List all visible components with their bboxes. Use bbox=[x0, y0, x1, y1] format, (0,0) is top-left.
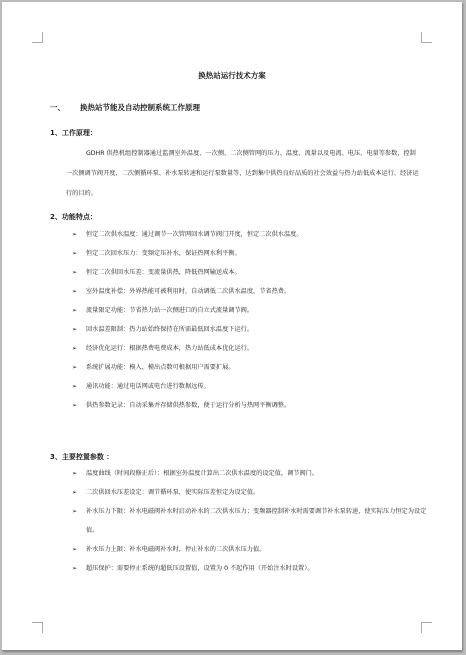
arrow-bullet-icon: ➢ bbox=[72, 250, 78, 257]
section-number: 一、 bbox=[50, 103, 65, 112]
principle-paragraph: GDHR 供热机组控制器通过监测室外温度、一次侧、二次侧管网的压力、温度、流量以及电流、电压、电量等参数，控制一次侧调节阀开度，二次侧循环泵、补水泵转速和运行泵数量等，达到集中供热良好品质的社会效益与热力站低成本运行、经济运行的目的。 bbox=[66, 150, 419, 197]
section-title: 换热站节能及自动控制系统工作原理 bbox=[80, 103, 200, 112]
list-item-text: 超压保护：需要停止系统的超低压设置值，设置为 0 不起作用（开始注水时设置）。 bbox=[86, 565, 314, 572]
features-heading: 2、功能特点： bbox=[50, 213, 97, 221]
section-heading bbox=[50, 102, 200, 113]
arrow-bullet-icon: ➢ bbox=[72, 489, 78, 496]
document-page bbox=[2, 2, 462, 651]
principle-heading: 1、工作原理： bbox=[50, 129, 97, 137]
arrow-bullet-icon: ➢ bbox=[72, 565, 78, 572]
list-item bbox=[72, 244, 427, 263]
list-item bbox=[72, 483, 427, 502]
list-item-text: 补水压力上限：补水电磁阀补水时，停止补水的二次供水压力值。 bbox=[86, 546, 266, 553]
list-item-text: 恒定二次供回水压差：变流量供热，降低热网输送成本。 bbox=[86, 269, 241, 276]
crop-mark-top-right bbox=[421, 32, 432, 43]
list-item bbox=[72, 282, 427, 301]
arrow-bullet-icon: ➢ bbox=[72, 269, 78, 276]
list-item bbox=[72, 225, 427, 244]
document-title: 换热站运行技术方案 bbox=[198, 71, 266, 80]
list-item-text: 流量限定功能：节省热力站一次侧进口的自立式流量调节阀。 bbox=[86, 307, 254, 314]
arrow-bullet-icon: ➢ bbox=[72, 383, 78, 390]
arrow-bullet-icon: ➢ bbox=[72, 364, 78, 371]
arrow-bullet-icon: ➢ bbox=[72, 288, 78, 295]
arrow-bullet-icon: ➢ bbox=[72, 546, 78, 553]
params-list bbox=[72, 464, 427, 578]
list-item-text: 回水温差限制：热力站始终保持在所需最低回水温度下运行。 bbox=[86, 326, 254, 333]
list-item bbox=[72, 263, 427, 282]
list-item-text: 系统扩展功能：模入、模出点数可根据用户需要扩展。 bbox=[86, 364, 235, 371]
list-item bbox=[72, 559, 427, 578]
list-item bbox=[72, 540, 427, 559]
crop-mark-bottom-right bbox=[421, 622, 432, 633]
list-item-text: 恒定二次供水温度：通过调节一次管网回水调节阀门开度，恒定二次供水温度。 bbox=[86, 231, 303, 238]
list-item-text: 二次供回水压差设定：调节循环泵，使实际压差恒定为设定值。 bbox=[86, 489, 260, 496]
arrow-bullet-icon: ➢ bbox=[72, 470, 78, 477]
list-item-text: 供热参数记录：自动采集并存储供热参数，便于运行分析与热网平衡调整。 bbox=[86, 402, 291, 409]
crop-mark-top-left bbox=[32, 32, 43, 43]
arrow-bullet-icon: ➢ bbox=[72, 402, 78, 409]
crop-mark-bottom-left bbox=[32, 622, 43, 633]
arrow-bullet-icon: ➢ bbox=[72, 345, 78, 352]
arrow-bullet-icon: ➢ bbox=[72, 326, 78, 333]
list-item-text: 室外温度补偿：外界热能可被利用时，自动调低二次供水温度，节省热费。 bbox=[86, 288, 291, 295]
list-item bbox=[72, 502, 427, 540]
arrow-bullet-icon: ➢ bbox=[72, 231, 78, 238]
params-heading: 3、主要控置参数 ： bbox=[50, 453, 114, 461]
list-item-text: 补水压力下限：补水电磁阀补水时启动补水的二次供水压力；变频器控制补水时需要调节补水泵转速，使实际压力恒定为设定值。 bbox=[86, 508, 427, 534]
list-item-text: 通讯功能：通过电话网或电台进行数据远传。 bbox=[86, 383, 210, 390]
list-item bbox=[72, 339, 427, 358]
list-item bbox=[72, 301, 427, 320]
list-item-text: 经济优化运行：根据热费电费成本，热力站低成本优化运行。 bbox=[86, 345, 254, 352]
arrow-bullet-icon: ➢ bbox=[72, 307, 78, 314]
list-item bbox=[72, 358, 427, 377]
list-item-text: 恒定二次回水压力：变频定压补水，保证热网水利平衡。 bbox=[86, 250, 241, 257]
page-bottom-edge bbox=[2, 650, 462, 651]
list-item bbox=[72, 377, 427, 396]
list-item bbox=[72, 320, 427, 339]
list-item-text: 温度曲线（时间段修正后）：根据室外温度计算出二次供水温度的设定值，调节阀门。 bbox=[86, 470, 319, 477]
list-item bbox=[72, 396, 427, 415]
features-list bbox=[72, 225, 427, 415]
list-item bbox=[72, 464, 427, 483]
arrow-bullet-icon: ➢ bbox=[72, 508, 78, 515]
